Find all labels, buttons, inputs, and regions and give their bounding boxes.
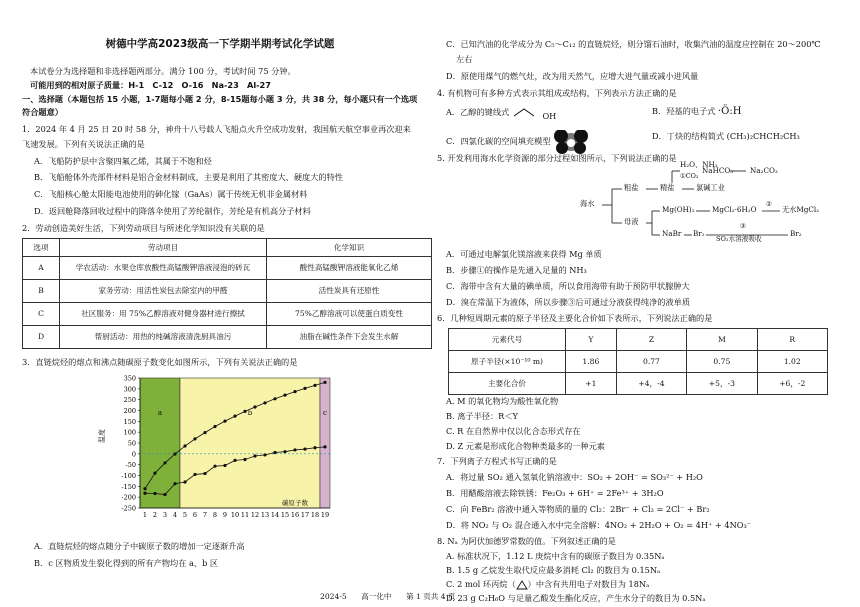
q2-header: 化学知识 bbox=[267, 239, 432, 257]
chart-point bbox=[263, 401, 266, 404]
chart-x-tick-label: 3 bbox=[162, 511, 168, 519]
flow-br2-a: Br₂ bbox=[693, 229, 705, 238]
q2-cell: A bbox=[23, 257, 60, 280]
oh-label: OH bbox=[542, 111, 557, 121]
chart-x-tick-label: 17 bbox=[300, 511, 310, 519]
q2-header: 选项 bbox=[23, 239, 60, 257]
chart-region-label: c bbox=[323, 408, 327, 417]
q6-option-a: A. M 的氧化物均为酸性氧化物 bbox=[446, 396, 559, 406]
footer-course: 高一化中 bbox=[361, 592, 392, 601]
footer-page: 第 1 页共 4 页 bbox=[405, 592, 456, 601]
q2-header: 劳动项目 bbox=[60, 239, 267, 257]
flow-mgoh2: Mg(OH)₂ bbox=[662, 205, 695, 214]
q8-option-c bbox=[446, 580, 649, 590]
exam-title: 树德中学高2023级高一下学期半期考试化学试题 bbox=[105, 38, 335, 50]
q3-option-a: A．直链烷烃的熔点随分子中碳原子数的增加一定逐渐升高 bbox=[34, 541, 245, 551]
chart-region bbox=[320, 378, 330, 508]
flow-refined-salt: 精盐 bbox=[660, 183, 675, 192]
q6-cell: 主要化合价 bbox=[449, 373, 566, 395]
chart-y-tick-label: 250 bbox=[123, 396, 136, 405]
chart-y-tick-label: -250 bbox=[121, 504, 136, 513]
q6-header: Z bbox=[616, 329, 686, 351]
q6-cell: 0.77 bbox=[616, 351, 686, 373]
chart-point bbox=[143, 487, 146, 490]
q1-option-a: A．飞船防护层中含聚四氟乙烯，其属于不饱和烃 bbox=[34, 156, 212, 166]
q8-option-c-post: ）中含有共用电子对数目为 18Nₐ bbox=[527, 579, 650, 589]
footer-date: 2024-5 bbox=[320, 592, 347, 601]
chart-y-tick-label: 100 bbox=[123, 428, 136, 437]
chart-region bbox=[180, 378, 320, 508]
chart-y-tick-label: -50 bbox=[125, 461, 136, 470]
chart-point bbox=[293, 448, 296, 451]
chart-point bbox=[163, 493, 166, 496]
chart-x-tick-label: 14 bbox=[270, 511, 280, 519]
chart-x-tick-label: 16 bbox=[290, 511, 300, 519]
chart-x-tick-label: 11 bbox=[240, 511, 250, 519]
flow-step2: ② bbox=[766, 200, 772, 208]
chart-x-tick-label: 1 bbox=[142, 511, 148, 519]
q7-option-c: C．向 FeBr₂ 溶液中通入等物质的量的 Cl₂：2Br⁻ + Cl₂ = 2Cl⁻ + Br₂ bbox=[446, 504, 710, 514]
chart-point bbox=[173, 452, 176, 455]
chart-point bbox=[163, 461, 166, 464]
chart-point bbox=[273, 451, 276, 454]
q6-cell: 原子半径(×10⁻¹⁰ m) bbox=[449, 351, 566, 373]
chart-y-tick-label: -100 bbox=[121, 472, 136, 480]
flow-br2-b: Br₂ bbox=[790, 229, 802, 238]
chart-point bbox=[223, 420, 226, 423]
chart-point bbox=[303, 447, 306, 450]
chart-point bbox=[143, 492, 146, 495]
chart-point bbox=[283, 450, 286, 453]
q8-option-d: D. 23 g C₂H₆O 与足量乙酸发生酯化反应，产生水分子的数目为 0.5Nₐ bbox=[446, 593, 706, 603]
chart-point bbox=[293, 390, 296, 393]
flow-mgcl2-hydrate: MgCl₂·6H₂O bbox=[712, 205, 757, 214]
chart-point bbox=[303, 387, 306, 390]
flow-reagents: H₂O、NH₃ bbox=[680, 160, 718, 169]
chart-x-tick-label: 4 bbox=[172, 511, 178, 519]
chart-y-tick-label: -150 bbox=[121, 482, 136, 491]
q2-cell: B bbox=[23, 280, 60, 303]
q6-cell: 0.75 bbox=[687, 351, 757, 373]
q1-option-d: D．返回舱降落回收过程中的降落伞使用了芳纶制作，芳纶是有机高分子材料 bbox=[34, 206, 311, 216]
intro-line-1: 本试卷分为选择题和非选择题两部分。满分 100 分，考试时间 75 分钟。 bbox=[30, 66, 296, 76]
chart-x-tick-label: 8 bbox=[212, 511, 218, 519]
chart-x-tick-label: 13 bbox=[260, 511, 270, 519]
section-heading-cont: 符合题意） bbox=[22, 107, 63, 117]
q4-stem: 4. 有机物可有多种方式表示其组成或结构，下列表示方法正确的是 bbox=[437, 88, 677, 98]
flow-step1: ①CO₂ bbox=[680, 172, 699, 180]
chart-point bbox=[243, 410, 246, 413]
chart-x-tick-label: 15 bbox=[280, 511, 290, 519]
q8-option-c-pre: C. 2 mol 环丙烷（ bbox=[446, 579, 516, 589]
chart-point bbox=[193, 437, 196, 440]
chart-point bbox=[253, 454, 256, 457]
chart-x-tick-label: 12 bbox=[250, 511, 260, 519]
chart-point bbox=[203, 472, 206, 475]
q6-header: 元素代号 bbox=[449, 329, 566, 351]
flow-nabr: NaBr bbox=[662, 229, 682, 238]
ccl4-space-filling-icon bbox=[553, 130, 589, 154]
chart-x-tick-label: 18 bbox=[310, 511, 320, 519]
section-heading: 一、选择题（本题包括 15 小题，1-7题每小题 2 分，8-15题每小题 3 分，共 38 分，每小题只有一个选项 bbox=[22, 94, 418, 104]
q8-option-a: A. 标准状况下，1.12 L 庚烷中含有的碳原子数目为 0.35Nₐ bbox=[446, 551, 665, 561]
chart-x-tick-label: 6 bbox=[192, 511, 198, 519]
q1-stem: 1．2024 年 4 月 25 日 20 时 58 分，神舟十八号载人飞船点火升空成功发射，我国航天航空事业再次迎来 bbox=[22, 124, 411, 134]
flow-so2-absorb: SO₂水溶液吸收 bbox=[716, 235, 762, 243]
q4-option-c-text: C．四氯化碳的空间填充模型 bbox=[446, 136, 551, 146]
chart-point bbox=[193, 473, 196, 476]
chart-point bbox=[233, 415, 236, 418]
chart-point bbox=[283, 394, 286, 397]
chart-x-tick-label: 9 bbox=[222, 511, 228, 519]
flow-anhydrous-mgcl2: 无水MgCl₂ bbox=[782, 205, 820, 214]
q5-option-d: D．溴在常温下为液体，所以步骤③后可通过分液获得纯净的液单质 bbox=[446, 297, 691, 307]
q4-option-a-text: A．乙醇的键线式 bbox=[446, 107, 510, 117]
q6-option-c: C. R 在自然界中仅以化合态形式存在 bbox=[446, 426, 581, 436]
flow-na2co3: Na₂CO₃ bbox=[750, 166, 778, 175]
q6-cell: 1.02 bbox=[757, 351, 827, 373]
q2-table bbox=[22, 238, 432, 349]
q3-option-b: B．c 区物质发生裂化得到的所有产物均在 a、b 区 bbox=[34, 558, 219, 568]
q7-option-a: A．将过量 SO₂ 通入氢氧化钠溶液中：SO₂ + 2OH⁻ = SO₃²⁻ + H₂O bbox=[446, 472, 703, 482]
chart-x-tick-label: 5 bbox=[182, 511, 188, 519]
q3-option-d: D．原使用煤气的燃气灶，改为用天然气，应增大进气量或减小进风量 bbox=[446, 71, 699, 81]
q7-option-d: D．将 NO₂ 与 O₂ 混合通入水中完全溶解：4NO₂ + 2H₂O + O₂ = 4H⁺ + 4NO₃⁻ bbox=[446, 520, 752, 530]
chart-point bbox=[323, 445, 326, 448]
q7-stem: 7．下列离子方程式书写正确的是 bbox=[437, 456, 557, 466]
q6-cell: +1 bbox=[566, 373, 617, 395]
chart-point bbox=[243, 458, 246, 461]
q7-option-b: B．用醋酸溶液去除铁锈：Fe₂O₃ + 6H⁺ = 2Fe³⁺ + 3H₂O bbox=[446, 488, 664, 498]
q2-stem: 2．劳动创造美好生活，下列劳动项目与所述化学知识没有关联的是 bbox=[22, 223, 265, 233]
q2-cell: 帮厨活动：用热的纯碱溶液清洗厨具油污 bbox=[60, 326, 267, 349]
chart-point bbox=[213, 425, 216, 428]
chart-point bbox=[153, 472, 156, 475]
q2-cell: 酸性高锰酸钾溶液能氧化乙烯 bbox=[267, 257, 432, 280]
q3-option-c: C．已知汽油的化学成分为 C₅～C₁₂ 的直链烷烃，则分馏石油时，收集汽油的温度应控制在 20～200℃ bbox=[446, 39, 821, 49]
q1-stem-cont: 飞速发展。下列有关说法正确的是 bbox=[22, 139, 145, 149]
q5-option-b: B．步骤①的操作是先通入足量的 NH₃ bbox=[446, 265, 587, 275]
chart-point bbox=[173, 482, 176, 485]
chart-point bbox=[323, 381, 326, 384]
chart-x-axis-label: 碳原子数 bbox=[282, 499, 308, 507]
flow-crude-salt: 粗盐 bbox=[624, 183, 639, 192]
q6-table bbox=[448, 328, 828, 395]
q6-stem: 6．几种短周期元素的原子半径及主要化合价如下表所示，下列说法正确的是 bbox=[437, 313, 713, 323]
flow-chlor-alkali: 氯碱工业 bbox=[696, 183, 725, 192]
q5-option-c: C．海带中含有大量的碘单质，所以食用海带有助于预防甲状腺肿大 bbox=[446, 281, 690, 291]
seawater-process-diagram bbox=[580, 160, 840, 245]
q3-option-c-cont: 左右 bbox=[456, 54, 473, 64]
chart-point bbox=[313, 446, 316, 449]
chart-point bbox=[183, 444, 186, 447]
chart-point bbox=[223, 464, 226, 467]
q3-stem: 3．直链烷烃的熔点和沸点随碳原子数变化如图所示，下列有关说法正确的是 bbox=[22, 357, 298, 367]
q4-option-a bbox=[446, 106, 556, 120]
flow-seawater: 海水 bbox=[580, 199, 595, 208]
chart-region-label: a bbox=[157, 408, 163, 417]
q2-cell: 油脂在碱性条件下会发生水解 bbox=[267, 326, 432, 349]
melting-boiling-chart bbox=[88, 370, 338, 530]
chart-x-tick-label: 7 bbox=[202, 511, 208, 519]
chart-y-tick-label: -200 bbox=[121, 493, 136, 502]
chart-point bbox=[203, 431, 206, 434]
flow-nahco3: NaHCO₃ bbox=[702, 166, 734, 175]
q8-option-b: B. 1.5 g 乙烷发生取代反应最多消耗 Cl₂ 的数目为 0.15Nₐ bbox=[446, 565, 661, 575]
q2-cell: 社区服务：用 75%乙醇溶液对健身器材进行擦拭 bbox=[60, 303, 267, 326]
chart-point bbox=[313, 384, 316, 387]
q6-cell: +4，-4 bbox=[616, 373, 686, 395]
q2-cell: 75%乙醇溶液可以使蛋白质变性 bbox=[267, 303, 432, 326]
chart-point bbox=[213, 465, 216, 468]
q1-option-c: C．飞船核心舱太阳能电池使用的砷化镓（GaAs）属于传统无机非金属材料 bbox=[34, 189, 308, 199]
q4-option-d: D．丁炔的结构简式 (CH₃)₂CHCH₂CH₃ bbox=[652, 131, 800, 141]
q4-option-b-text: B．羟基的电子式 bbox=[652, 106, 716, 116]
flow-mother-liquor: 母液 bbox=[624, 217, 639, 226]
chart-x-tick-label: 19 bbox=[320, 511, 330, 519]
q2-cell: 家务劳动：用活性炭包去除室内的甲醛 bbox=[60, 280, 267, 303]
q1-option-b: B．飞船舱体外壳部件材料是铝合金材料制成，主要是利用了其密度大、硬度大的特性 bbox=[34, 172, 343, 182]
q5-option-a: A．可通过电解氯化镁溶液来获得 Mg 单质 bbox=[446, 249, 602, 259]
q6-cell: 1.86 bbox=[566, 351, 617, 373]
q6-cell: +5，-3 bbox=[687, 373, 757, 395]
page-footer bbox=[320, 592, 468, 601]
q2-cell: 活性炭具有还原性 bbox=[267, 280, 432, 303]
q8-stem: 8. Nₐ 为阿伏加德罗常数的值。下列叙述正确的是 bbox=[437, 536, 616, 546]
q2-cell: C bbox=[23, 303, 60, 326]
chart-region-label: b bbox=[247, 408, 253, 417]
q4-option-b bbox=[652, 106, 741, 118]
hydroxyl-electron-formula: ·Ö:H bbox=[717, 106, 742, 117]
chart-y-tick-label: 50 bbox=[127, 439, 136, 448]
q5-stem: 5. 开发利用海水化学资源的部分过程如图所示，下列说法正确的是 bbox=[437, 153, 677, 163]
q2-cell: D bbox=[23, 326, 60, 349]
q6-header: M bbox=[687, 329, 757, 351]
cyclopropane-icon bbox=[516, 580, 528, 590]
q6-cell: +6，-2 bbox=[757, 373, 827, 395]
flow-step3: ③ bbox=[740, 222, 746, 230]
chart-point bbox=[273, 397, 276, 400]
chart-y-tick-label: 0 bbox=[131, 450, 136, 459]
chart-y-tick-label: 300 bbox=[123, 385, 136, 394]
chart-y-tick-label: 350 bbox=[123, 374, 136, 383]
q6-option-d: D. Z 元素是形成化合物种类最多的一种元素 bbox=[446, 441, 605, 451]
chart-y-tick-label: 150 bbox=[123, 417, 136, 426]
chart-y-tick-label: 200 bbox=[123, 407, 136, 415]
chart-x-tick-label: 10 bbox=[230, 511, 240, 519]
chart-y-axis-label: 温度 bbox=[98, 429, 106, 443]
q4-option-c bbox=[446, 130, 589, 154]
chart-x-tick-label: 2 bbox=[152, 511, 158, 519]
chart-point bbox=[153, 492, 156, 495]
intro-line-2: 可能用到的相对原子质量：H-1 C-12 O-16 Na-23 Al-27 bbox=[30, 80, 271, 90]
chart-point bbox=[233, 459, 236, 462]
chart-point bbox=[253, 405, 256, 408]
chart-point bbox=[183, 480, 186, 483]
q6-option-b: B. 离子半径：R＜Y bbox=[446, 411, 518, 421]
chart-point bbox=[263, 453, 266, 456]
q2-cell: 学农活动：水果仓库放酸性高锰酸钾溶液浸泡的砖瓦 bbox=[60, 257, 267, 280]
q6-header: R bbox=[757, 329, 827, 351]
q6-header: Y bbox=[566, 329, 617, 351]
